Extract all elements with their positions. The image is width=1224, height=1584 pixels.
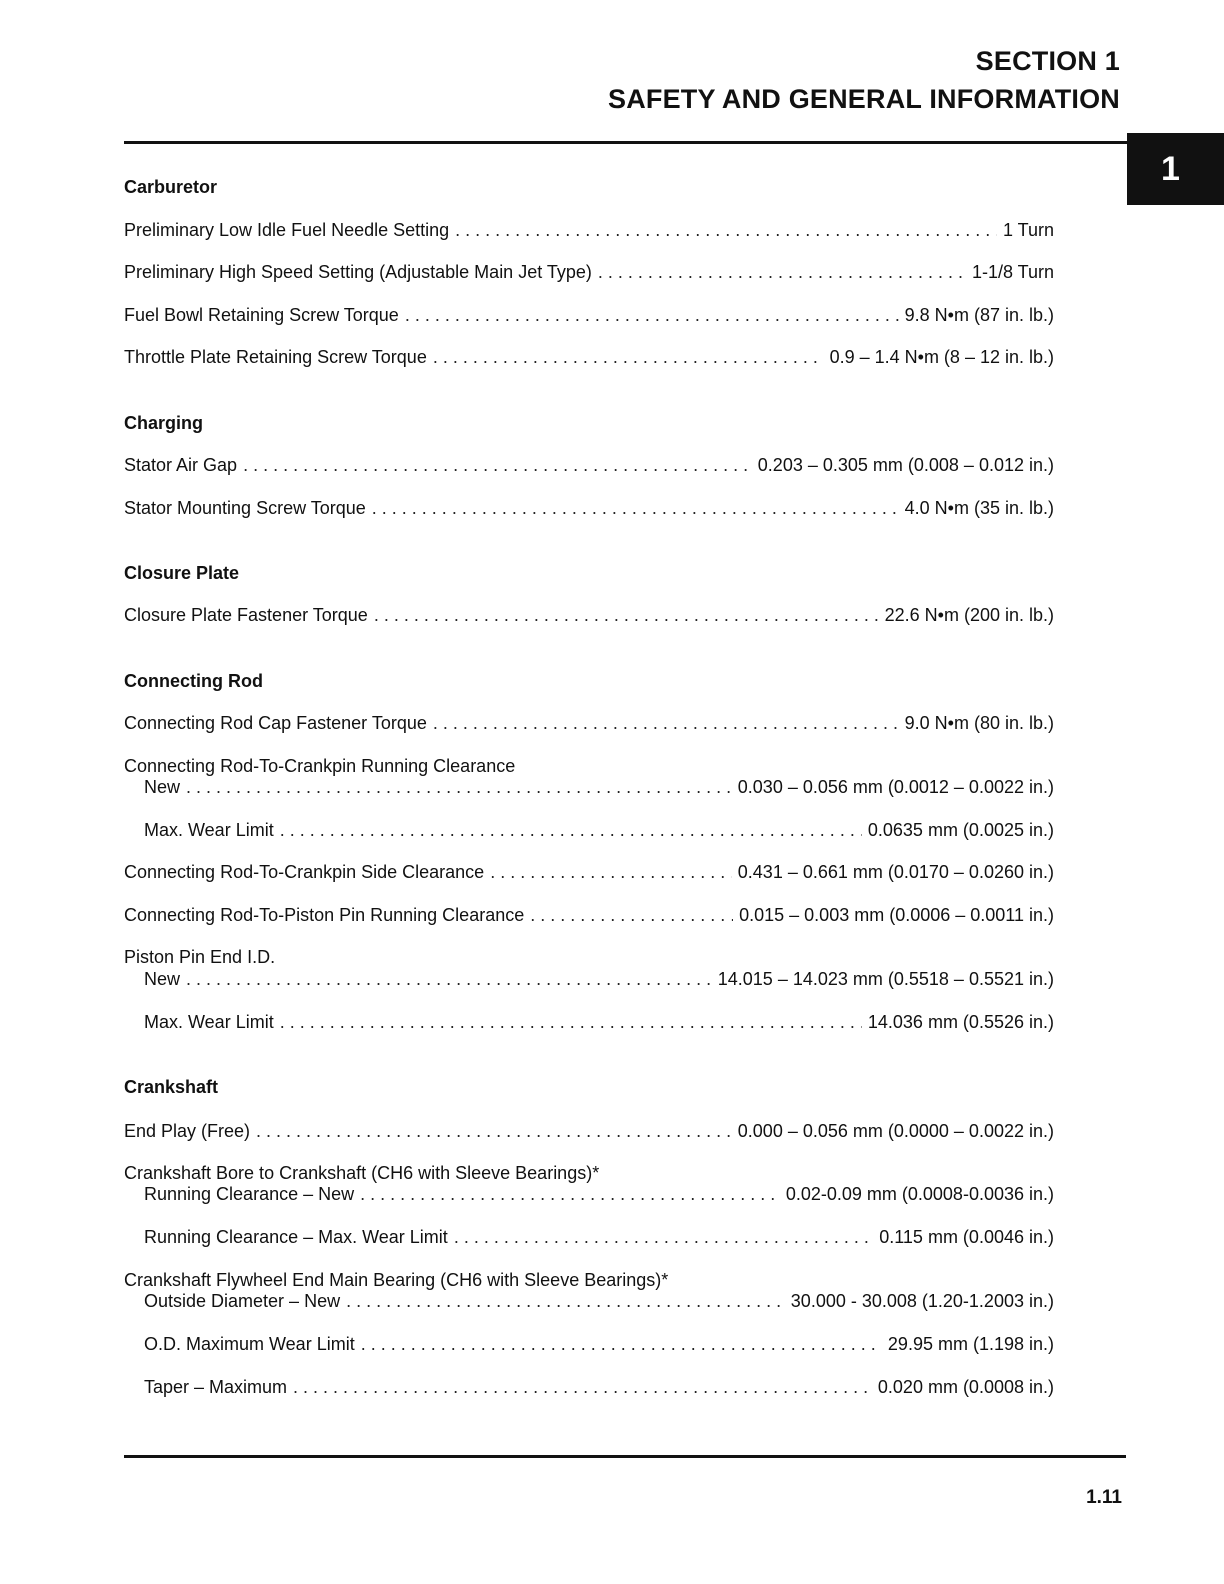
spec-row (124, 1120, 1054, 1142)
dot-leader (433, 346, 824, 368)
spec-value: 4.0 N•m (35 in. lb.) (904, 498, 1054, 518)
spec-label: Stator Air Gap (124, 455, 238, 475)
dot-leader (280, 819, 862, 841)
dot-leader (186, 776, 732, 798)
spec-row (144, 1333, 1054, 1355)
spec-label: New (144, 969, 181, 989)
spec-label: Max. Wear Limit (144, 1012, 274, 1032)
dot-leader (490, 861, 732, 883)
section-header (608, 42, 1120, 118)
spec-value: 9.0 N•m (80 in. lb.) (904, 713, 1054, 733)
spec-row (124, 261, 1054, 283)
dot-leader (360, 1183, 780, 1205)
heading-carburetor: Carburetor (124, 177, 218, 197)
spec-value: 9.8 N•m (87 in. lb.) (904, 305, 1054, 325)
spec-group-label: Connecting Rod-To-Crankpin Running Clearance (124, 756, 516, 776)
spec-label: Preliminary Low Idle Fuel Needle Setting (124, 220, 450, 240)
section-number: SECTION 1 (975, 46, 1120, 76)
spec-label: Connecting Rod-To-Crankpin Side Clearance (124, 862, 485, 882)
spec-label: Running Clearance – New (144, 1184, 355, 1204)
spec-value: 14.015 – 14.023 mm (0.5518 – 0.5521 in.) (717, 969, 1054, 989)
spec-value: 0.030 – 0.056 mm (0.0012 – 0.0022 in.) (737, 777, 1054, 797)
spec-value: 0.9 – 1.4 N•m (8 – 12 in. lb.) (829, 347, 1054, 367)
spec-row (144, 776, 1054, 798)
heading-charging: Charging (124, 413, 203, 433)
spec-value: 0.02-0.09 mm (0.0008-0.0036 in.) (785, 1184, 1054, 1204)
dot-leader (346, 1290, 785, 1312)
heading-crankshaft: Crankshaft (124, 1077, 219, 1097)
heading-closure-plate: Closure Plate (124, 563, 240, 583)
spec-label: O.D. Maximum Wear Limit (144, 1334, 355, 1354)
spec-row (144, 1376, 1054, 1398)
spec-label: Closure Plate Fastener Torque (124, 605, 368, 625)
dot-leader (405, 304, 899, 326)
bottom-divider (124, 1455, 1126, 1458)
spec-row (124, 304, 1054, 326)
dot-leader (374, 604, 879, 626)
spec-label: Preliminary High Speed Setting (Adjustable Main Jet Type) (124, 262, 592, 282)
spec-label: Outside Diameter – New (144, 1291, 341, 1311)
spec-row (144, 1183, 1054, 1205)
spec-row (124, 712, 1054, 734)
spec-value: 1 Turn (1002, 220, 1054, 240)
spec-label: Throttle Plate Retaining Screw Torque (124, 347, 427, 367)
spec-label: Connecting Rod Cap Fastener Torque (124, 713, 427, 733)
spec-row (144, 968, 1054, 990)
dot-leader (361, 1333, 882, 1355)
spec-group-label: Piston Pin End I.D. (124, 947, 276, 967)
spec-row (144, 1226, 1054, 1248)
heading-connecting-rod: Connecting Rod (124, 671, 263, 691)
spec-value: 0.0635 mm (0.0025 in.) (867, 820, 1054, 840)
spec-row (124, 219, 1054, 241)
spec-label: Stator Mounting Screw Torque (124, 498, 366, 518)
dot-leader (280, 1011, 862, 1033)
page-number: 1.11 (1086, 1487, 1122, 1508)
spec-label: Max. Wear Limit (144, 820, 274, 840)
spec-value: 1-1/8 Turn (971, 262, 1054, 282)
spec-value: 30.000 - 30.008 (1.20-1.2003 in.) (790, 1291, 1054, 1311)
spec-row (124, 904, 1054, 926)
dot-leader (530, 904, 733, 926)
spec-label: Connecting Rod-To-Piston Pin Running Clearance (124, 905, 525, 925)
spec-label: Taper – Maximum (144, 1377, 288, 1397)
spec-row (124, 346, 1054, 368)
spec-value: 14.036 mm (0.5526 in.) (867, 1012, 1054, 1032)
spec-row (124, 861, 1054, 883)
spec-label: End Play (Free) (124, 1121, 251, 1141)
spec-group-label: Crankshaft Bore to Crankshaft (CH6 with Sleeve Bearings)* (124, 1163, 600, 1183)
spec-row (124, 604, 1054, 626)
spec-row (144, 1290, 1054, 1312)
section-tab: 1 (1127, 133, 1224, 205)
spec-row (144, 819, 1054, 841)
dot-leader (454, 1226, 873, 1248)
dot-leader (598, 261, 966, 283)
dot-leader (372, 497, 899, 519)
spec-value: 22.6 N•m (200 in. lb.) (884, 605, 1054, 625)
dot-leader (186, 968, 712, 990)
spec-value: 0.015 – 0.003 mm (0.0006 – 0.0011 in.) (739, 905, 1054, 925)
spec-value: 0.203 – 0.305 mm (0.008 – 0.012 in.) (757, 455, 1054, 475)
dot-leader (433, 712, 899, 734)
spec-group-label: Crankshaft Flywheel End Main Bearing (CH6 with Sleeve Bearings)* (124, 1270, 669, 1290)
spec-row (124, 454, 1054, 476)
dot-leader (243, 454, 752, 476)
spec-value: 0.020 mm (0.0008 in.) (877, 1377, 1054, 1397)
section-title: SAFETY AND GENERAL INFORMATION (607, 84, 1120, 114)
dot-leader (455, 219, 997, 241)
spec-row (144, 1011, 1054, 1033)
spec-label: Fuel Bowl Retaining Screw Torque (124, 305, 399, 325)
spec-value: 0.000 – 0.056 mm (0.0000 – 0.0022 in.) (737, 1121, 1054, 1141)
top-divider (124, 141, 1128, 144)
spec-label: Running Clearance – Max. Wear Limit (144, 1227, 448, 1247)
spec-value: 0.115 mm (0.0046 in.) (879, 1227, 1054, 1247)
dot-leader (293, 1376, 872, 1398)
dot-leader (256, 1120, 732, 1142)
spec-row (124, 497, 1054, 519)
spec-value: 29.95 mm (1.198 in.) (887, 1334, 1054, 1354)
spec-value: 0.431 – 0.661 mm (0.0170 – 0.0260 in.) (737, 862, 1054, 882)
spec-label: New (144, 777, 181, 797)
